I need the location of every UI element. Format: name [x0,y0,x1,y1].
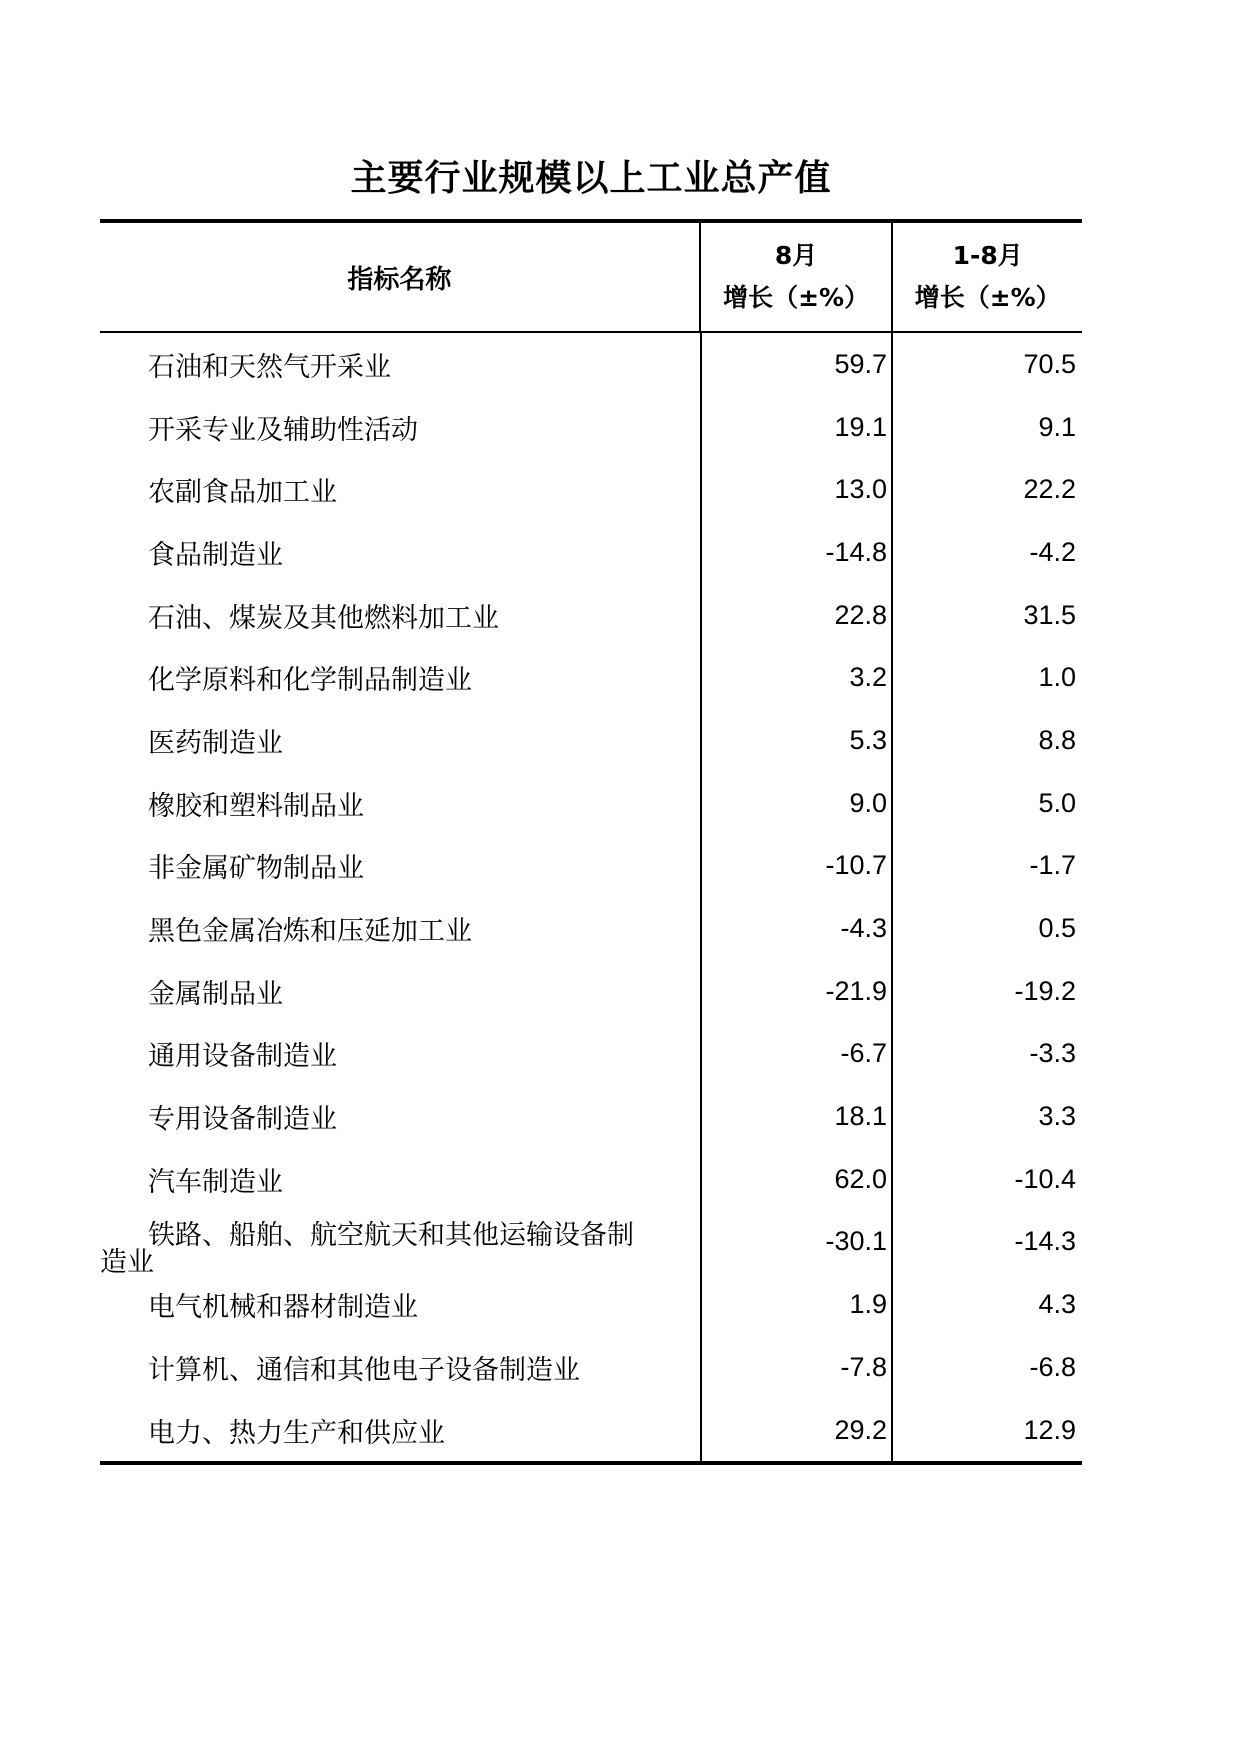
table-row [100,646,1082,709]
row-august-growth: 59.7 [700,333,891,396]
row-jan-aug-growth: 4.3 [891,1273,1080,1336]
row-jan-aug-growth: -14.3 [891,1211,1080,1274]
row-indicator-name: 电力、热力生产和供应业 [148,1417,445,1449]
row-jan-aug-growth: 9.1 [891,396,1080,459]
row-indicator-name: 石油、煤炭及其他燃料加工业 [148,602,499,634]
header-indicator-name: 指标名称 [347,264,452,295]
row-jan-aug-growth: 31.5 [891,584,1080,647]
row-august-growth: 1.9 [700,1273,891,1336]
row-indicator-name: 非金属矿物制品业 [148,853,364,885]
row-jan-aug-growth: 22.2 [891,458,1080,521]
row-jan-aug-growth: 0.5 [891,897,1080,960]
row-indicator-name: 通用设备制造业 [148,1041,337,1073]
row-jan-aug-growth: -19.2 [891,960,1080,1023]
row-jan-aug-growth: 8.8 [891,709,1080,772]
table-row [100,835,1082,898]
row-indicator-name [100,1211,700,1278]
row-indicator-name: 专用设备制造业 [148,1104,337,1136]
row-august-growth: -14.8 [700,521,891,584]
header-jan-aug-label: 1-8月 [952,241,1023,270]
row-jan-aug-growth: 1.0 [891,646,1080,709]
row-august-growth: -4.3 [700,897,891,960]
row-indicator-name: 食品制造业 [148,539,283,571]
row-august-growth: -30.1 [700,1211,891,1274]
row-jan-aug-growth: 70.5 [891,333,1080,396]
row-august-growth: -21.9 [700,960,891,1023]
header-august-growth [699,223,892,331]
row-jan-aug-growth: -4.2 [891,521,1080,584]
row-august-growth: 5.3 [700,709,891,772]
table-row [100,458,1082,521]
row-jan-aug-growth: -6.8 [891,1336,1080,1399]
row-august-growth: -7.8 [700,1336,891,1399]
row-indicator-name-line2: 造业 [100,1246,154,1278]
row-indicator-name: 电气机械和器材制造业 [148,1292,418,1324]
row-august-growth: 3.2 [700,646,891,709]
table-row [100,897,1082,960]
row-indicator-name: 农副食品加工业 [148,477,337,509]
table-row [100,521,1082,584]
table-row [100,1336,1082,1399]
row-august-growth: 29.2 [700,1399,891,1462]
page-title: 主要行业规模以上工业总产值 [350,158,832,199]
row-indicator-name: 黑色金属冶炼和压延加工业 [148,916,472,948]
row-august-growth: -6.7 [700,1023,891,1086]
row-indicator-name: 计算机、通信和其他电子设备制造业 [148,1354,580,1386]
row-indicator-name: 医药制造业 [148,727,283,759]
table-row [100,333,1082,396]
table-row [100,772,1082,835]
table-row [100,709,1082,772]
table-row [100,1148,1082,1211]
row-jan-aug-growth: -10.4 [891,1148,1080,1211]
row-jan-aug-growth: -1.7 [891,835,1080,898]
table-row [100,1273,1082,1336]
table-row [100,1399,1082,1462]
header-august-label: 8月 [774,241,818,270]
header-jan-aug-unit: 增长（±%） [914,283,1061,312]
row-jan-aug-growth: 5.0 [891,772,1080,835]
table-body [100,333,1082,1461]
row-indicator-name: 开采专业及辅助性活动 [148,414,418,446]
row-august-growth: 9.0 [700,772,891,835]
table-row [100,1085,1082,1148]
header-jan-aug-growth [891,223,1082,331]
table-row [100,396,1082,459]
row-jan-aug-growth: 12.9 [891,1399,1080,1462]
row-jan-aug-growth: 3.3 [891,1085,1080,1148]
row-august-growth: -10.7 [700,835,891,898]
row-august-growth: 19.1 [700,396,891,459]
table-row [100,1211,1082,1278]
table-row [100,1023,1082,1086]
header-august-unit: 增长（±%） [723,283,870,312]
row-indicator-name-line1: 铁路、船舶、航空航天和其他运输设备制 [148,1219,634,1251]
row-indicator-name: 汽车制造业 [148,1166,283,1198]
industry-output-table [100,219,1082,1465]
row-august-growth: 62.0 [700,1148,891,1211]
row-indicator-name: 橡胶和塑料制品业 [148,790,364,822]
row-indicator-name: 化学原料和化学制品制造业 [148,665,472,697]
row-august-growth: 22.8 [700,584,891,647]
table-row [100,960,1082,1023]
table-row [100,584,1082,647]
table-header [100,223,1082,333]
row-indicator-name: 石油和天然气开采业 [148,351,391,383]
row-august-growth: 18.1 [700,1085,891,1148]
row-jan-aug-growth: -3.3 [891,1023,1080,1086]
row-indicator-name: 金属制品业 [148,978,283,1010]
row-august-growth: 13.0 [700,458,891,521]
